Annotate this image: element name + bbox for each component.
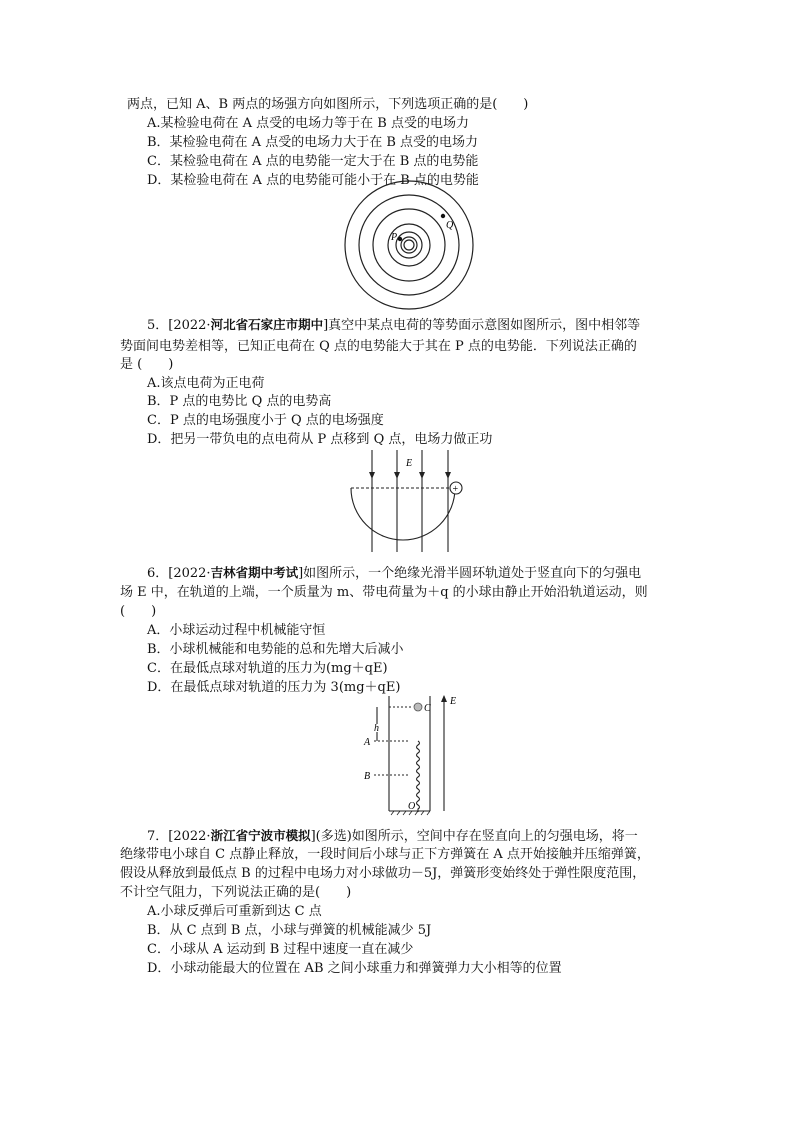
point-q-dot	[441, 214, 445, 218]
q5-option-c: C．P 点的电场强度小于 Q 点的电场强度	[147, 413, 384, 428]
q4-stem-cont: 两点，已知 A、B 两点的场强方向如图所示，下列选项正确的是( )	[127, 97, 529, 112]
q5-stem-line1	[147, 316, 640, 335]
q6-spring-figure	[360, 694, 470, 818]
q4-option-c: C．某检验电荷在 A 点的电势能一定大于在 B 点的电势能	[147, 154, 479, 169]
q5-stem-line3: 是 ( )	[120, 357, 174, 372]
q5-option-b: B．P 点的电势比 Q 点的电势高	[147, 394, 332, 409]
e-field-arrowhead	[441, 695, 447, 702]
q5-option-d: D．把另一带负电的点电荷从 P 点移到 Q 点，电场力做正功	[147, 432, 493, 447]
q7-number: 7．[2022·	[147, 829, 211, 844]
label-o: O	[408, 801, 416, 812]
q5-source: 河北省石家庄市期中	[210, 317, 324, 332]
equipotential-ring-1	[345, 181, 473, 309]
field-arrow-3	[419, 472, 425, 479]
q5-field-track-figure	[345, 450, 465, 555]
point-q-label: Q	[446, 220, 454, 231]
q7-option-a: A.小球反弹后可重新到达 C 点	[147, 904, 322, 919]
field-arrow-4	[445, 472, 451, 479]
q6-option-a: A．小球运动过程中机械能守恒	[147, 623, 326, 638]
ground-hatch	[397, 811, 400, 815]
equipotential-ring-7	[404, 240, 414, 250]
ground-hatch	[403, 811, 406, 815]
q4-option-d: D．某检验电荷在 A 点的电势能可能小于在 B 点的电势能	[147, 173, 479, 188]
q7-stem-rest: ](多选)如图所示，空间中存在竖直向上的匀强电场，将一	[310, 829, 638, 844]
field-e-label: E	[406, 458, 413, 469]
q6-option-d: D．在最低点球对轨道的压力为 3(mg＋qE)	[147, 680, 401, 695]
q5-number: 5．[2022·	[147, 318, 211, 333]
field-arrow-2	[394, 472, 400, 479]
label-a: A	[364, 737, 371, 748]
label-h: h	[374, 723, 379, 734]
ground-hatch	[415, 811, 418, 815]
equipotential-ring-3	[373, 209, 445, 281]
q6-option-c: C．在最低点球对轨道的压力为(mg＋qE)	[147, 661, 388, 676]
q5-option-a: A.该点电荷为正电荷	[147, 376, 265, 391]
field-arrow-1	[369, 472, 375, 479]
q6-stem-rest: ]如图所示，一个绝缘光滑半圆环轨道处于竖直向下的匀强电	[298, 566, 642, 581]
q7-stem-line2: 绝缘带电小球自 C 点静止释放，一段时间后小球与正下方弹簧在 A 点开始接触并压缩弹簧，	[120, 847, 650, 862]
q6-stem-line2: 场 E 中，在轨道的上端，一个质量为 m、带电荷量为＋q 的小球由静止开始沿轨道运动，则	[120, 585, 648, 600]
semicircle-track	[351, 488, 455, 540]
spring	[417, 741, 420, 812]
equipotential-ring-4	[388, 224, 430, 266]
q7-option-c: C．小球从 A 运动到 B 过程中速度一直在减少	[147, 942, 414, 957]
label-e: E	[450, 696, 457, 707]
point-p-dot	[398, 237, 402, 241]
q5-stem-rest: ]真空中某点电荷的等势面示意图如图所示，图中相邻等	[323, 318, 641, 333]
q7-option-b: B．从 C 点到 B 点，小球与弹簧的机械能减少 5J	[147, 923, 432, 938]
q6-number: 6．[2022·	[147, 566, 211, 581]
q5-stem-line2: 势面间电势差相等，已知正电荷在 Q 点的电势能大于其在 P 点的电势能．下列说法正确的	[120, 339, 637, 354]
q6-stem-line3: ( )	[120, 604, 157, 619]
q4-equipotential-figure	[344, 192, 476, 324]
q6-source: 吉林省期中考试	[210, 565, 299, 580]
q6-stem-line1	[147, 564, 641, 583]
q7-stem-line3: 假设从释放到最低点 B 的过程中电场力对小球做功－5J，弹簧形变始终处于弹性限度范围，	[120, 866, 646, 881]
ball-c	[414, 703, 422, 711]
q7-source: 浙江省宁波市模拟	[210, 828, 311, 843]
label-b: B	[364, 771, 371, 782]
q7-stem-line1	[147, 827, 638, 846]
ground-hatch	[427, 811, 430, 815]
ball-plus-sign: +	[452, 484, 459, 495]
ground-hatch	[391, 811, 394, 815]
q4-option-a: A.某检验电荷在 A 点受的电场力等于在 B 点受的电场力	[147, 116, 469, 131]
equipotential-ring-5	[396, 232, 422, 258]
label-c: C	[424, 703, 431, 714]
q6-option-b: B．小球机械能和电势能的总和先增大后减小	[147, 642, 404, 657]
equipotential-ring-6	[401, 237, 417, 253]
q7-stem-line4: 不计空气阻力，下列说法正确的是( )	[120, 885, 352, 900]
equipotential-ring-2	[359, 195, 459, 295]
q7-option-d: D．小球动能最大的位置在 AB 之间小球重力和弹簧弹力大小相等的位置	[147, 961, 562, 976]
q4-option-b: B．某检验电荷在 A 点受的电场力大于在 B 点受的电场力	[147, 135, 479, 150]
ground-hatch	[421, 811, 424, 815]
point-p-label: P	[391, 232, 398, 243]
